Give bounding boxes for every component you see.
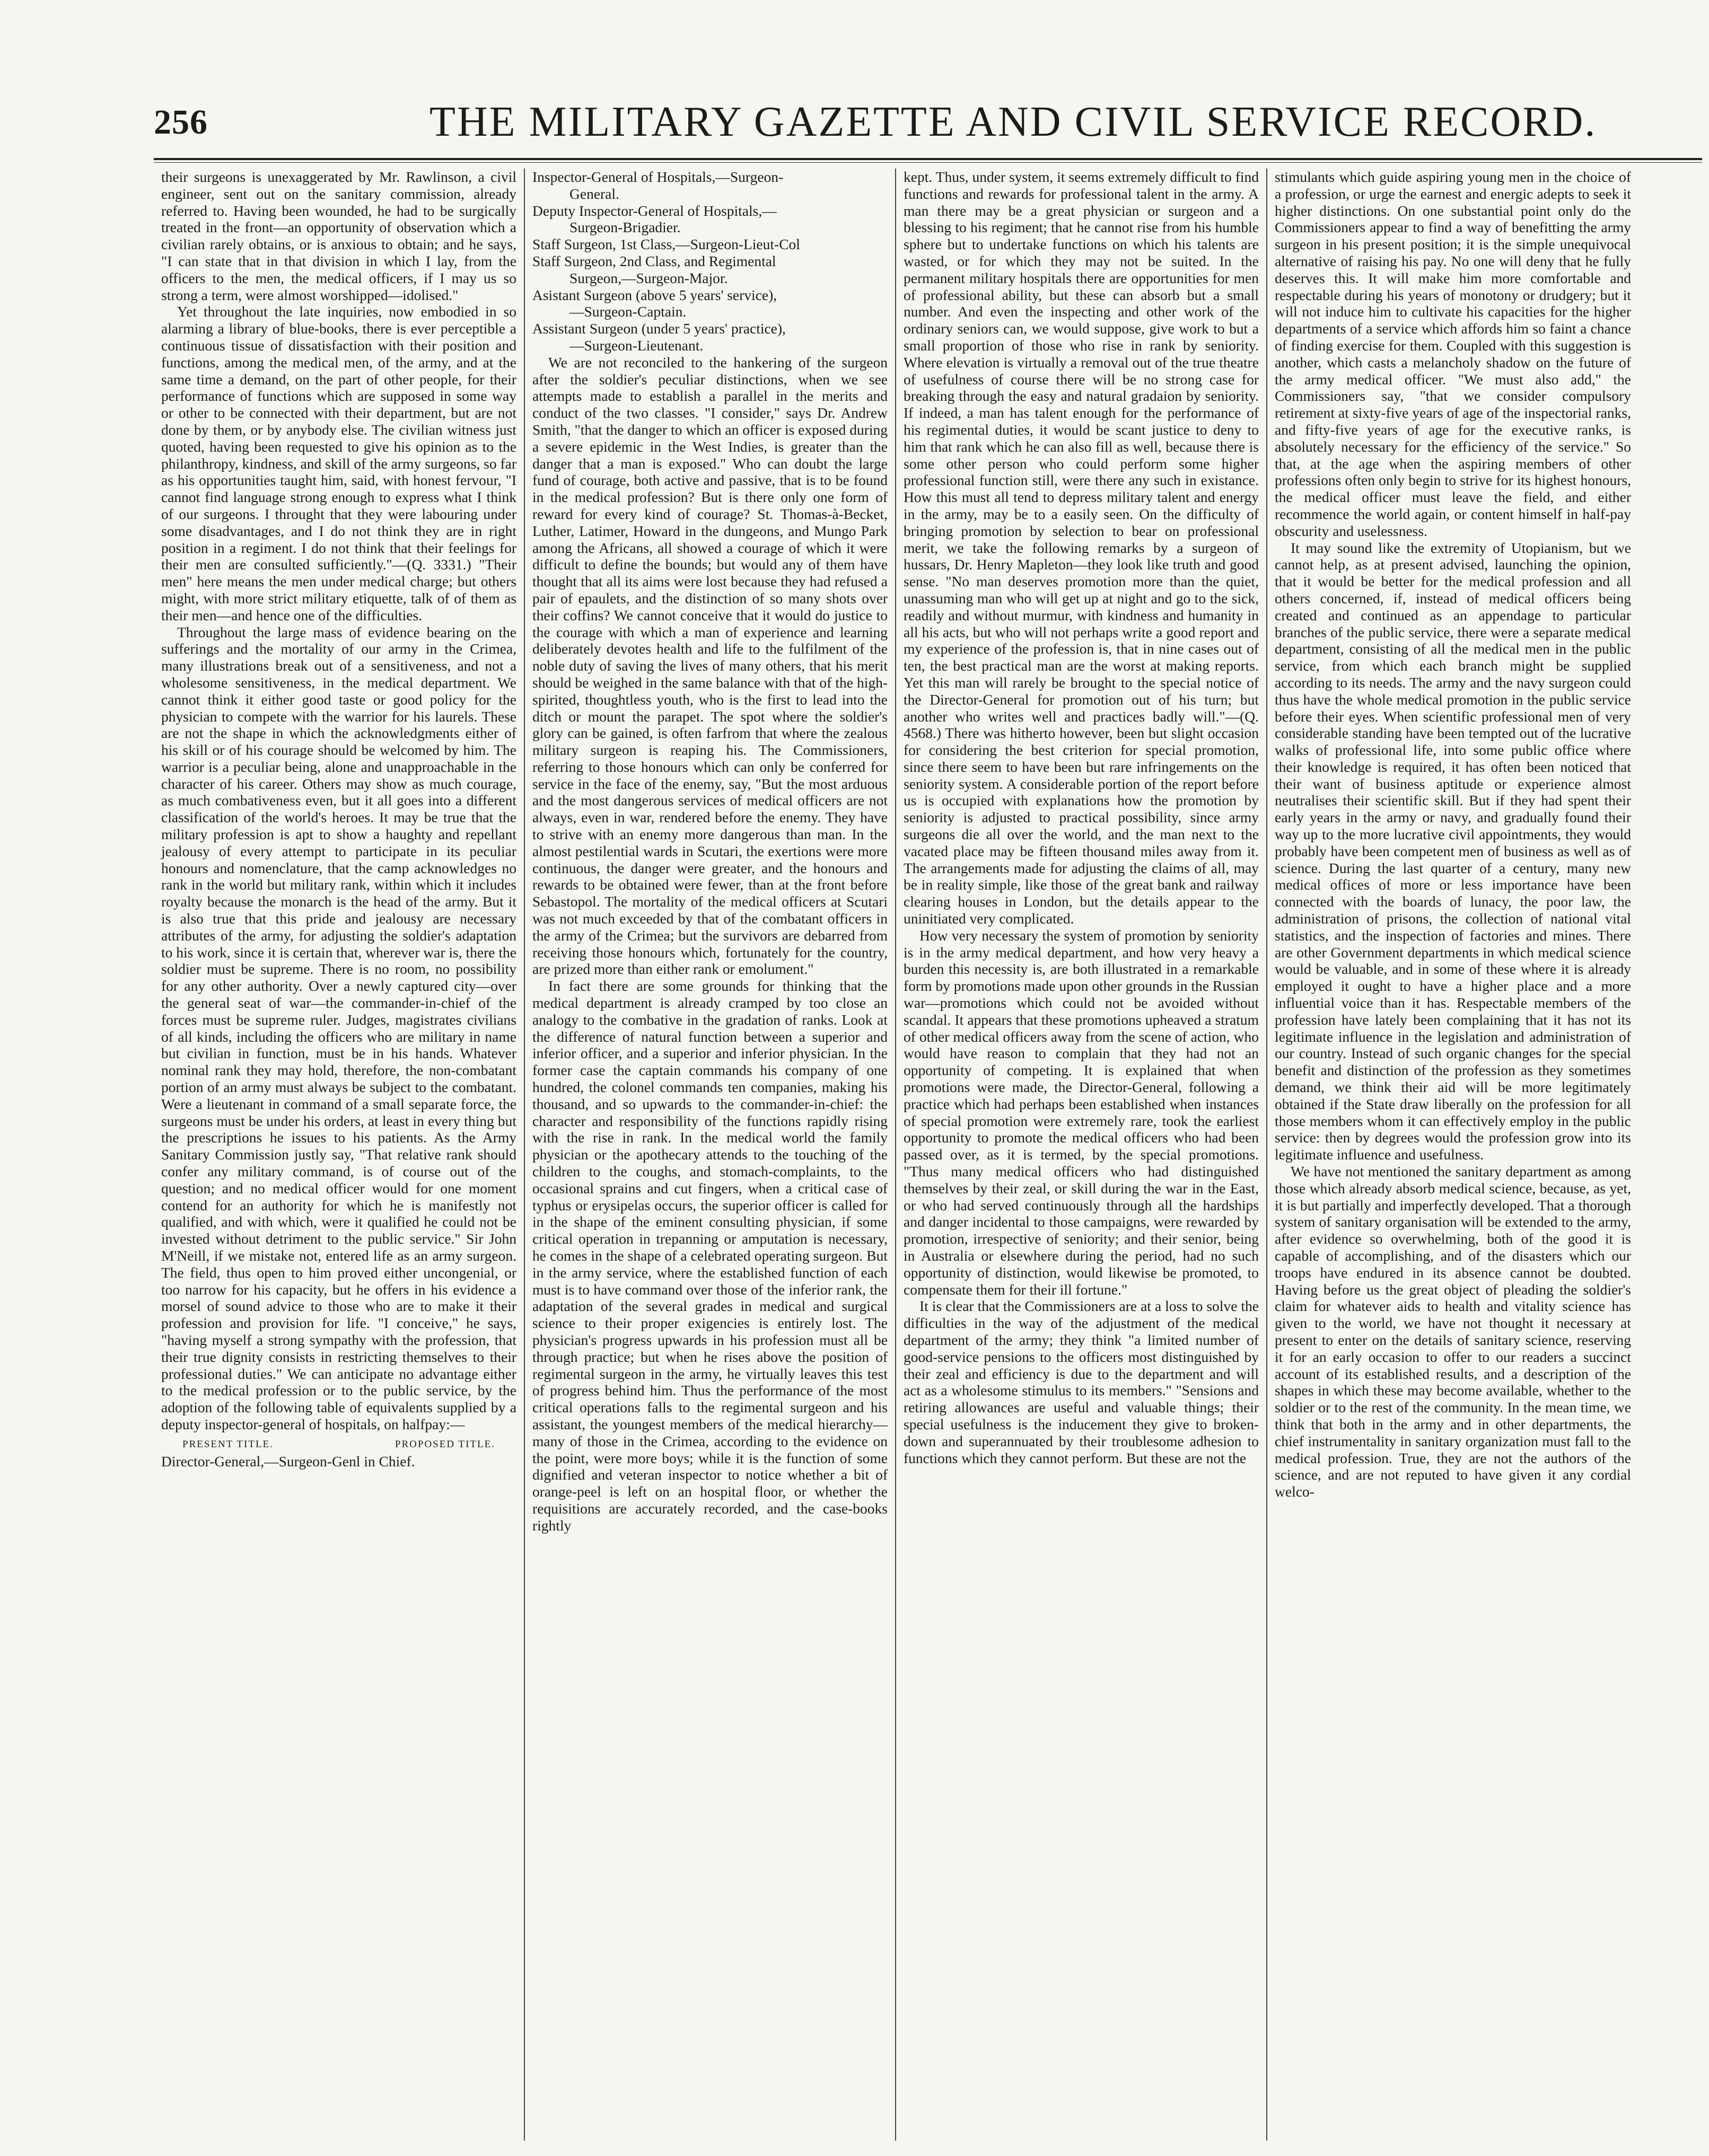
paragraph: We are not reconciled to the hankering of the surgeon after the soldier's peculiar distinctions, when we see attempts made to establish a parallel in the merits and conduct of the two classes. "I consider," says Dr. Andrew Smith, "that the danger to which an officer is exposed during a severe epidemic in the West Indies, is greater than the danger that a man is exposed." Who can doubt the large fund of courage, both active and passive, that is to be found in the medical profession? But is there only one form of reward for every kind of courage? St. Thomas-à-Becket, Luther, Latimer, Howard in the dungeons, and Mungo Park among the Africans, all showed a courage of which it were difficult to define the bounds; but would any of them have thought that all its aims were lost because they had refused a pair of epaulets, and the distinction of so many shots over their coffins? We cannot conceive that it would do justice to the courage with which a man of experience and learning deliberately devotes health and life to the fulfilment of the noble duty of saving the lives of many others, that his merit should be weighed in the same balance with that of the high-spirited, thoughtless youth, who is the first to lead into the ditch or mount the parapet. The spot where the soldier's glory can be gained, is often farfrom that where the zealous military surgeon is reaping his. The Commissioners, referring to those honours which can only be conferred for service in the face of the enemy, say, "But the most arduous and the most dangerous services of medical officers are not always, even in war, rendered before the enemy. They have to strive with an enemy more dangerous than man. In the almost pestilential wards in Scutari, the exertions were more continuous, the danger were greater, and the honours and rewards to be obtained were fewer, than at the front before Sebastopol. The mortality of the medical officers at Scutari was not much exceeded by that of the combatant officers in the army of the Crimea; but the survivors are debarred from receiving those honours which, fortunately for the country, are prized more than either rank or emolument." [532, 354, 888, 978]
paragraph: It may sound like the extremity of Utopianism, but we cannot help, as at present advised, launching the opinion, that it would be better for the medical profession and all others concerned, if, instead of medical officers being created and continued as an appendage to particular branches of the public service, there were a separate medical department, consisting of all the medical men in the public service, from which each branch might be supplied according to its needs. The army and the navy surgeon could thus have the whole medical promotion in the public service before their eyes. When scientific professional men of very considerable standing have been tempted out of the lucrative walks of professional life, into some public office where their knowledge is required, it has often been noticed that their want of business aptitude or experience almost neutralises their scientific skill. But if they had spent their early years in the army or navy, and gradually found their way up to the more lucrative civil appointments, they would probably have been competent men of business as well as of science. During the last quarter of a century, many new medical offices of more or less importance have been connected with the boards of lunacy, the poor law, the administration of prisons, the collection of national vital statistics, and the inspection of factories and mines. There are other Government departments in which medical science would be valuable, and in some of these where it is already employed it ought to have a higher place and a more influential voice than it has. Respectable members of the profession have lately been complaining that it has not its legitimate influence in the legislation and administration of our country. Instead of such organic changes for the special benefit and distinction of the profession as they sometimes demand, we think their aid will be more legitimately obtained if the State draw liberally on the profession for all those members whom it can effectively employ in the public service: then by degrees would the profession grow into its legitimate influence and usefulness. [1275, 539, 1631, 1163]
header-rule-thin [154, 162, 1702, 163]
paragraph: How very necessary the system of promotion by seniority is in the army medical department, and how very heavy a burden this necessity is, are both illustrated in a remarkable form by promotions made upon other grounds in the Russian war—promotions which could not be avoided without scandal. It appears that these promotions upheaved a stratum of other medical officers away from the scene of action, who would have reason to complain that they had not an opportunity of competing. It is explained that when promotions were made, the Director-General, following a practice which had perhaps been established when instances of special promotion were extremely rare, took the earliest opportunity to promote the medical officers who had been passed over, as it is termed, by the special promotions. "Thus many medical officers who had distinguished themselves by their zeal, or skill during the war in the East, or who had served continuously through all the hardships and danger incidental to those campaigns, were rewarded by promotion, irrespective of seniority; and their senior, being in Australia or elsewhere during the period, had no such opportunity of distinction, would likewise be promoted, to compensate them for their ill fortune." [904, 927, 1259, 1298]
column-4 [1267, 169, 1638, 2141]
title-main: Inspector-General of Hospitals,—Surgeon- [532, 169, 784, 185]
title-table-header [161, 1433, 516, 1453]
title-table-row [532, 287, 888, 321]
title-main: Deputy Inspector-General of Hospitals,— [532, 202, 777, 219]
column-2 [525, 169, 896, 2141]
title-sub: Surgeon,—Surgeon-Major. [569, 269, 728, 286]
title-table-row [532, 203, 888, 236]
paragraph: It is clear that the Commissioners are at a loss to solve the difficulties in the way of the adjustment of the medical department of the army; they think "a limited number of good-service pensions to the officers most distinguished by their zeal and efficiency is due to the department and will act as a wholesome stimulus to its members." "Sensions and retiring allowances are useful and valuable things; their special usefulness is the inducement they give to broken-down and superannuated by their troublesome adhesion to functions which they cannot perform. But these are not the [904, 1298, 1259, 1466]
paragraph: Throughout the large mass of evidence bearing on the sufferings and the mortality of our army in the Crimea, many illustrations break out of a sensitiveness, and not a wholesome sensitiveness, in the medical department. We cannot think it either good taste or good policy for the physician to compete with the warrior for his laurels. These are not the shape in which the acknowledgments either of his skill or of his courage should be welcomed by him. The warrior is a peculiar being, alone and unapproachable in the character of his career. Others may show as much courage, as much combativeness even, but it all goes into a different classification of the world's heroes. It may be true that the military profession is apt to show a haughty and repellant jealousy of every attempt to participate in its peculiar honours and nomenclature, that the camp acknowledges no rank in the world but military rank, within which it includes royalty because the monarch is the head of the army. But it is also true that this pride and jealousy are necessary attributes of the army, for adjusting the soldier's adaptation to his work, since it is certain that, wherever war is, there the soldier must be supreme. There is no room, no possibility for any other authority. Over a newly captured city—over the general seat of war—the commander-in-chief of the forces must be supreme ruler. Judges, magistrates civilians of all kinds, including the officers who are military in name but civilian in function, must be in his hands. Whatever nominal rank they may hold, therefore, the non-combatant portion of an army must always be subject to the combatant. Were a lieutenant in command of a small separate force, the surgeons must be under his orders, at least in every thing but the prescriptions he issues to his patients. As the Army Sanitary Commission justly say, "That relative rank should confer any military command, is of course out of the question; and no medical officer would for one moment contend for an authority for which he is manifestly not qualified, and with which, were it qualified he could not be invested without detriment to the public service." Sir John M'Neill, if we mistake not, entered life as an army surgeon. The field, thus open to him proved either uncongenial, or too narrow for his capacity, but he offers in his evidence a morsel of sound advice to those who are to make it their profession and provision for life. "I conceive," he says, "having myself a strong sympathy with the profession, that their true dignity consists in restricting themselves to their professional duties." We can anticipate no advantage either to the medical profession or to the public service, by the adoption of the following table of equivalents supplied by a deputy inspector-general of hospitals, on halfpay:— [161, 623, 516, 1432]
title-sub: General. [569, 185, 619, 202]
title-sub: —Surgeon-Captain. [569, 303, 687, 320]
masthead [154, 98, 1702, 156]
title-sub: Surgeon-Brigadier. [569, 219, 681, 236]
column-3 [896, 169, 1267, 2141]
paragraph: In fact there are some grounds for thinking that the medical department is already cramped by too close an analogy to the combative in the gradation of ranks. Look at the difference of natural function between a superior and inferior officer, and a superior and inferior physician. In the former case the captain commands his company of one hundred, the colonel commands ten companies, making his thousand, and so upwards to the commander-in-chief: the character and responsibility of the functions rapidly rising with the rise in rank. In the medical world the family physician or the apothecary attends to the touching of the children to the coughs, and stomach-complaints, to the occasional sprains and cut fingers, when a critical case of typhus or erysipelas occurs, the superior officer is called for in the shape of the eminent consulting physician, if some critical operation in trepanning or amputation is necessary, he comes in the shape of a celebrated operating surgeon. But in the army service, where the established function of each must is to have command over those of the inferior rank, the adaptation of the several grades in medical and surgical science to their proper exigencies is entirely lost. The physician's progress upwards in his profession must all be through practice; but when he rises above the position of regimental surgeon in the army, he virtually leaves this test of progress behind him. Thus the performance of the most critical operations falls to the regimental surgeon and his assistant, the youngest members of the medical hierarchy—many of those in the Crimea, according to the evidence on the point, were more boys; while it is the function of some dignified and veteran inspector to notice whether a bit of orange-peel is left on an hospital floor, or whether the requisitions are accurately recorded, and the case-books rightly [532, 978, 888, 1534]
paragraph: stimulants which guide aspiring young men in the choice of a profession, or urge the earnest and energic adepts to seek it higher distinctions. On one substantial point only do the Commissioners appear to find a way of benefitting the army surgeon in his present position; it is the simple unequivocal alternative of raising his pay. No one will deny that he fully deserves this. It will make him more comfortable and respectable during his years of monotony or drudgery; but it will not induce him to cultivate his capacities for the higher departments of a service which affords him so faint a chance of finding exercise for them. Coupled with this suggestion is another, which casts a melancholy shadow on the future of the army medical officer. "We must also add," the Commissioners say, "that we consider compulsory retirement at sixty-five years of age of the inspectorial ranks, and fifty-five years of age for the executive ranks, is absolutely necessary for the efficiency of the service." So that, at the age when the aspiring members of other professions often only begin to strive for its highest honours, the medical officer must leave the field, and either recommence the world again, or content himself in half-pay obscurity and uselessness. [1275, 169, 1631, 539]
paragraph: Yet throughout the late inquiries, now embodied in so alarming a library of blue-books, there is ever perceptible a continuous tissue of dissatisfaction with their position and functions, among the medical men, of the army, and at the same time a demand, on the part of other people, for their performance of functions which are supposed in some way or other to be connected with their department, but are not done by them, or by anybody else. The civilian witness just quoted, having been requested to give his opinion as to the philanthropy, kindness, and skill of the army surgeons, so far as his opportunities taught him, said, with honest fervour, "I cannot find language strong enough to express what I think of our surgeons. I throught that they were labouring under some disadvantages, and I do not think they are in right position in a regiment. I do not think that their feelings for their men are consulted sufficiently."—(Q. 3331.) "Their men" here means the men under medical charge; but others might, with more strict military etiquette, talk of of them as their men—and hence one of the difficulties. [161, 303, 516, 623]
column-1 [154, 169, 525, 2141]
paragraph: We have not mentioned the sanitary department as among those which already absorb medical science, because, as yet, it is but partially and imperfectly developed. That a thorough system of sanitary organisation will be extended to the army, after evidence so overwhelming, both of the good it is capable of accomplishing, and of the disasters which our troops have endured in its absence cannot be doubted. Having before us the great object of pleading the soldier's claim for whatever aids to health and vitality science has given to the world, we have not thought it necessary at present to enter on the details of sanitary science, reserving it for an early occasion to offer to our readers a succinct account of its established results, and a description of the shapes in which these may become available, whether to the soldier or to the rest of the community. In the mean time, we think that both in the army and in other departments, the chief instrumentality in sanitary organization must fall to the medical profession. True, they are not the authors of the science, and are not reputed to have given it any cordial welco- [1275, 1163, 1631, 1500]
title-table-row [532, 169, 888, 203]
title-table-row: Director-General,—Surgeon-Genl in Chief. [161, 1453, 415, 1469]
title-table-row [532, 253, 888, 287]
table-header-present: PRESENT TITLE. [182, 1438, 274, 1450]
page-number: 256 [154, 103, 208, 142]
title-main: Staff Surgeon, 2nd Class, and Regimental [532, 252, 776, 269]
title-table-row [532, 236, 888, 253]
title-table-row [532, 320, 888, 354]
title-table-continued [532, 169, 888, 354]
publication-title: THE MILITARY GAZETTE AND CIVIL SERVICE RECORD. [430, 99, 1597, 145]
article-columns [154, 169, 1702, 2141]
title-sub: —Surgeon-Lieutenant. [569, 337, 704, 354]
paragraph: kept. Thus, under system, it seems extremely difficult to find functions and rewards for professional talent in the army. A man there may be a great physician or surgeon and a blessing to his regiment; that he cannot rise from his humble sphere but to undertake functions on which his talents are wasted, or for which they may not be suited. In the permanent military hospitals there are opportunities for men of professional ability, but these can absorb but a small number. And even the inspecting and other work of the ordinary seniors can, we would suppose, give work to but a small proportion of those who rise in rank by seniority. Where elevation is virtually a removal out of the true theatre of usefulness of course there will be no strong case for breaking through the easy and natural gradaion by seniority. If indeed, a man has talent enough for the performance of his regimental duties, it would be scant justice to deny to him that rank which he can also fill as well, because there is some other person who could perform some higher professional function still, were there any such in existance. How this must all tend to depress military talent and energy in the army, may be to a easily seen. On the difficulty of bringing promotion by selection to bear on professional merit, we take the following remarks by a surgeon of hussars, Dr. Henry Mapleton—they look like truth and good sense. "No man deserves promotion more than the quiet, unassuming man who will get up at night and go to the sick, readily and without murmur, with kindness and humanity in all his acts, but who will not perhaps write a good report and my experience of the profession is, that in nine cases out of ten, the best practical man are the worst at making reports. Yet this man will rarely be brought to the special notice of the Director-General for promotion out of his turn; but another who writes well and practices badly will."—(Q. 4568.) There was hitherto however, been but slight occasion for considering the best criterion for special promotion, since there seem to have been but rare infringements on the seniority system. A considerable portion of the report before us is occupied with explanations how the promotion by seniority is adjusted to practical possibility, since army surgeons die all over the world, and the man next to the vacated place may be fifteen thousand miles away from it. The arrangements made for adjusting the claims of all, may be in reality simple, like those of the great bank and railway clearing houses in London, but the details appear to the uninitiated very complicated. [904, 169, 1259, 927]
title-main: Asistant Surgeon (above 5 years' service), [532, 286, 777, 303]
table-header-proposed: PROPOSED TITLE. [395, 1438, 495, 1450]
title-main: Staff Surgeon, 1st Class,—Surgeon-Lieut-Col [532, 236, 800, 253]
title-main: Assistant Surgeon (under 5 years' practice), [532, 320, 786, 337]
paragraph: their surgeons is unexaggerated by Mr. Rawlinson, a civil engineer, sent out on the sanitary commission, already referred to. Having been wounded, he had to be surgically treated in the front—an opportunity of observation which a civilian rarely obtains, or is anxious to obtain; and he says, "I can state that in that division in which I lay, from the officers to the men, the medical officers, if I may us so strong a term, were almost worshipped—idolised." [161, 169, 516, 303]
header-rule [154, 158, 1702, 160]
